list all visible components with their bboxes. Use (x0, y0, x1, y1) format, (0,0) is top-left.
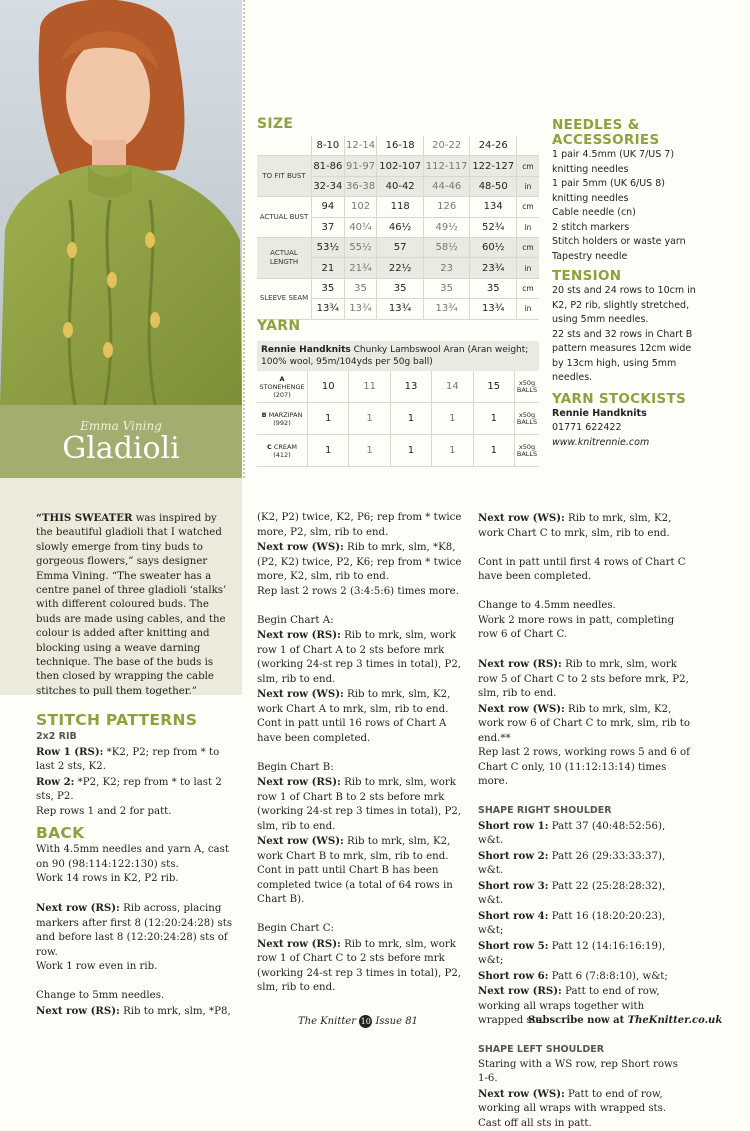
right-column: NEEDLES & ACCESSORIES 1 pair 4.5mm (UK 7/US 7) knitting needles 1 pair 5mm (UK 6/US 8) knitting needles Cable needle (cn) 2 stitch markers Stitch holders or waste yarn Tapestry needle TENSION 20 sts and 24 rows to 10cm in K2, P2 rib, slightly stretched, using 5mm needles. 22 sts and 32 rows in Chart B pattern measures 12cm wide by 13cm high, using 5mm needles. YARN STOCKISTS Rennie Handknits 01771 622422 www.knitrennie.com (552, 118, 742, 450)
stockists-heading: YARN STOCKISTS (552, 390, 686, 407)
list-item: Cable needle (cn) (552, 207, 636, 218)
back-heading: BACK (36, 824, 85, 842)
list-item: knitting needles (552, 163, 629, 175)
subscribe-link[interactable]: TheKnitter.co.uk (627, 1015, 723, 1026)
table-row: 32-34 36-38 40-42 44-46 48-50 in (257, 176, 539, 196)
shape-right-shoulder-heading: SHAPE RIGHT SHOULDER (478, 805, 612, 816)
table-row: TO FIT BUST 81-86 91-97 102-107 112-117 122-127 cm (257, 156, 539, 176)
column-1: STITCH PATTERNS 2x2 RIB Row 1 (RS): *K2, P2; rep from * to last 2 sts, K2. Row 2: *P2, K2; rep from * to last 2 sts, P2. Rep rows 1 and 2 for patt. BACK With 4.5mm needles and yarn A, cast on 90 (98:114:122:130) sts. Work 14 rows in K2, P2 rib. Next row (RS): Rib across, placing markers after first 8 (12:20:24:28) sts and before last 8 (12:20:24:28) sts of row. Work 1 row even in rib. Change to 5mm needles. Next row (RS): Rib to mrk, slm, *P8, (36, 706, 236, 1019)
footer-magazine: The Knitter 10 Issue 81 (298, 1016, 418, 1027)
column-2: (K2, P2) twice, K2, P6; rep from * twice more, P2, slm, rib to end. Next row (WS): Rib to mrk, slm, *K8, (P2, K2) twice, P2, K6; rep from * twice more, K2, slm, rib to end. Rep last 2 rows 2 (3:4:5:6) times more. Begin Chart A: Next row (RS): Rib to mrk, slm, work row 1 of Chart A to 2 sts before mrk (working 24-st rep 3 times in total), P2, slm, rib to end. Next row (WS): Rib to mrk, slm, K2, work Chart A to mrk, slm, rib to end. Cont in patt until 16 rows of Chart A have been completed. Begin Chart B: Next row (RS): Rib to mrk, slm, work row 1 of Chart B to 2 sts before mrk (working 24-st rep 3 times in total), P2, slm, rib to end. Next row (WS): Rib to mrk, slm, K2, work Chart B to mrk, slm, rib to end. Cont in patt until Chart B has been completed twice (a total of 64 rows in Chart B). Begin Chart C: Next row (RS): Rib to mrk, slm, work row 1 of Chart C to 2 sts before mrk (working 24-st rep 3 times in total), P2, slm, rib to end. (257, 512, 462, 993)
table-row: SLEEVE SEAM 35 35 35 35 35 cm (257, 278, 539, 298)
stitch-patterns-heading: STITCH PATTERNS (36, 711, 198, 729)
size-heading: SIZE (257, 116, 294, 132)
table-row: 21 21¾ 22½ 23 23¾ in (257, 258, 539, 278)
list-item: Tapestry needle (552, 250, 628, 262)
table-row: C CREAM (412) 1 1 1 1 1 x50g BALLS (257, 435, 539, 467)
stockist-link[interactable]: www.knitrennie.com (552, 436, 650, 448)
table-row: A STONEHENGE (207) 10 11 13 14 15 x50g BALLS (257, 371, 539, 403)
list-item: 1 pair 4.5mm (UK 7/US 7) (552, 149, 675, 160)
yarn-box (257, 341, 539, 467)
needles-heading: NEEDLES & ACCESSORIES (552, 117, 660, 148)
list-item: Stitch holders or waste yarn (552, 236, 686, 247)
intro-text: “THIS SWEATER was inspired by the beautiful gladioli that I watched slowly emerge from tiny buds to gorgeous flowers,” says designer Emma Vining. “The sweater has a centre panel of three gladioli ‘stalks’ with different coloured buds. The buds are made using cables, and the colour is added after knitting and blocking using a weave darning technique. The base of the buds is then closed by wrapping the cable stitches to pull them together.” (36, 512, 227, 697)
table-row: ACTUAL BUST 94 102 118 126 134 cm (257, 197, 539, 217)
size-table (257, 136, 539, 320)
table-row: ACTUAL LENGTH 53½ 55½ 57 58½ 60½ cm (257, 237, 539, 257)
table-row: B MARZIPAN (992) 1 1 1 1 1 x50g BALLS (257, 403, 539, 435)
table-row: 8-10 12-14 16-18 20-22 24-26 (257, 136, 539, 156)
yarn-description: Rennie Handknits Chunky Lambswool Aran (Aran weight; 100% wool, 95m/104yds per 50g ball) (257, 341, 539, 371)
list-item: knitting needles (552, 192, 629, 204)
table-row: 37 40¼ 46½ 49½ 52¾ in (257, 217, 539, 237)
divider (243, 0, 245, 478)
tension-heading: TENSION (552, 268, 622, 284)
pattern-title: Gladioli (62, 431, 180, 466)
list-item: 2 stitch markers (552, 221, 630, 233)
designer-name: Emma Vining (80, 419, 162, 433)
table-row: 13¾ 13¾ 13¾ 13¾ 13¾ in (257, 299, 539, 319)
yarn-table (257, 371, 539, 467)
title-banner (0, 405, 242, 478)
page-number: 10 (360, 1017, 371, 1026)
footer-subscribe: Subscribe now at TheKnitter.co.uk (528, 1015, 723, 1026)
shape-left-shoulder-heading: SHAPE LEFT SHOULDER (478, 1044, 605, 1055)
list-item: 1 pair 5mm (UK 6/US 8) (552, 178, 665, 189)
yarn-heading: YARN (257, 318, 301, 334)
model-photo (0, 0, 242, 405)
column-3: Next row (WS): Rib to mrk, slm, K2, work Chart C to mrk, slm, rib to end. Cont in patt until first 4 rows of Chart C have been completed. Change to 4.5mm needles. Work 2 more rows in patt, completing row 6 of Chart C. Next row (RS): Rib to mrk, slm, work row 5 of Chart C to 2 sts before mrk, P2, slm, rib to end. Next row (WS): Rib to mrk, slm, K2, work row 6 of Chart C to mrk, slm, rib to end.** Rep last 2 rows, working rows 5 and 6 of Chart C only, 10 (11:12:13:14) times more. SHAPE RIGHT SHOULDER Short row 1: Patt 37 (40:48:52:56), w&t. Short row 2: Patt 26 (29:33:33:37), w&t. Short row 3: Patt 22 (25:28:28:32), w&t. Short row 4: Patt 16 (18:20:20:23), w&t; Short row 5: Patt 12 (14:16:16:19), w&t; Short row 6: Patt 6 (7:8:8:10), w&t; Next row (RS): Patt to end of row, working all wraps together with wrapped sts. SHAPE LEFT SHOULDER Staring with a WS row, rep Short rows 1-6. Next row (WS): Patt to end of row, working all wraps with wrapped sts. Cast off all sts in patt. (478, 512, 691, 1129)
